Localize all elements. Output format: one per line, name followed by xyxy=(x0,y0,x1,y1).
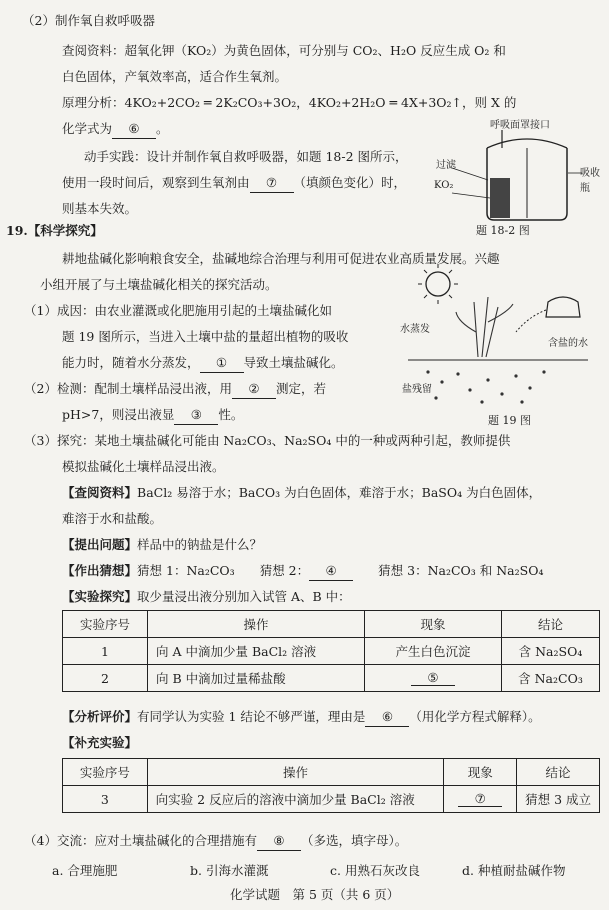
experiment-line: 【实验探究】取少量浸出液分别加入试管 A、B 中： xyxy=(62,589,351,604)
text-line: （2）检测：配制土壤样品浸出液，用 ② 测定，若 xyxy=(24,380,326,399)
table-row xyxy=(63,638,600,665)
table-cell[interactable] xyxy=(365,665,502,692)
table-header: 实验序号 xyxy=(63,611,148,638)
table-header: 操作 xyxy=(147,759,444,786)
option-b: b. 引海水灌溉 xyxy=(190,863,269,878)
question-line: 【提出问题】样品中的钠盐是什么？ xyxy=(62,537,263,552)
guess-line: 【作出猜想】猜想 1：Na₂CO₃ 猜想 2： ④ 猜想 3：Na₂CO₃ 和 Na₂SO₄ xyxy=(62,562,543,581)
text-line: 化学式为 ⑥ 。 xyxy=(62,120,169,139)
exchange-line: （4）交流：应对土壤盐碱化的合理措施有 ⑧ （多选，填字母）。 xyxy=(24,832,407,851)
table-header: 结论 xyxy=(502,611,600,638)
table-header: 现象 xyxy=(365,611,502,638)
table-cell: 含 Na₂SO₄ xyxy=(502,638,600,665)
table-cell: 2 xyxy=(63,665,148,692)
respirator-diagram xyxy=(432,118,602,228)
text-line: 白色固体，产氧效率高，适合作生氧剂。 xyxy=(62,69,288,84)
text-line: 动手实践：设计并制作氧自救呼吸器，如题 18-2 图所示， xyxy=(84,149,408,164)
table-row xyxy=(63,665,600,692)
table-cell: 1 xyxy=(63,638,148,665)
label-absorber: 吸收瓶 xyxy=(580,168,600,194)
table-header: 实验序号 xyxy=(63,759,148,786)
page-footer: 化学试题 第 5 页（共 6 页） xyxy=(230,887,400,902)
answer-blank-7[interactable]: ⑦ xyxy=(250,174,294,193)
answer-blank-6[interactable]: ⑥ xyxy=(112,120,156,139)
table-header: 操作 xyxy=(148,611,365,638)
table-cell: 向 B 中滴加过量稀盐酸 xyxy=(148,665,365,692)
text-line: 查阅资料：超氧化钾（KO₂）为黄色固体，可分别与 CO₂、H₂O 反应生成 O₂ 和 xyxy=(62,43,506,58)
answer-blank-6b[interactable]: ⑥ xyxy=(365,708,409,727)
table-cell: 猜想 3 成立 xyxy=(517,786,600,813)
watering-can-icon xyxy=(546,297,580,317)
answer-blank-4[interactable]: ④ xyxy=(309,562,353,581)
text-line: （3）探究：某地土壤盐碱化可能由 Na₂CO₃、Na₂SO₄ 中的一种或两种引起，教师提供 xyxy=(24,433,511,448)
label-evaporation: 水蒸发 xyxy=(400,324,430,335)
oxygen-agent-icon xyxy=(490,178,510,218)
text-line: pH>7，则浸出液显 ③ 性。 xyxy=(62,406,243,425)
text-line: 小组开展了与土壤盐碱化相关的探究活动。 xyxy=(40,277,278,292)
experiment-table xyxy=(62,610,600,692)
section-heading: （2）制作氧自救呼吸器 xyxy=(22,13,155,28)
option-a: a. 合理施肥 xyxy=(52,863,118,878)
option-d: d. 种植耐盐碱作物 xyxy=(462,863,566,878)
label-ko2: KO₂ xyxy=(434,180,454,191)
table-cell: 含 Na₂CO₃ xyxy=(502,665,600,692)
plant-icon xyxy=(456,297,513,357)
table-cell[interactable] xyxy=(444,786,517,813)
label-filter: 过滤 xyxy=(436,160,456,171)
text-line: 题 19 图所示，当进入土壤中盐的量超出植物的吸收 xyxy=(62,329,349,344)
text-line: 耕地盐碱化影响粮食安全，盐碱地综合治理与利用可促进农业高质量发展。兴趣 xyxy=(62,251,500,266)
figure-19 xyxy=(398,262,604,412)
option-c: c. 用熟石灰改良 xyxy=(330,863,420,878)
table-row xyxy=(63,786,600,813)
answer-blank-7b[interactable]: ⑦ xyxy=(458,791,502,807)
analysis-line: 【分析评价】有同学认为实验 1 结论不够严谨，理由是 ⑥ （用化学方程式解释）。 xyxy=(62,708,541,727)
table-cell: 向实验 2 反应后的溶液中滴加少量 BaCl₂ 溶液 xyxy=(147,786,444,813)
text-line: 则基本失效。 xyxy=(62,201,138,216)
label-salt-residue: 盐残留 xyxy=(402,384,432,395)
table-header-row xyxy=(63,611,600,638)
label-mask: 呼吸面罩接口 xyxy=(490,120,550,131)
text-line: 原理分析：4KO₂+2CO₂ ═ 2K₂CO₃+3O₂，4KO₂+2H₂O ═ 4X+3O₂↑，则 X 的 xyxy=(62,95,517,110)
label-salt-water: 含盐的水 xyxy=(548,338,588,349)
figure-18-2 xyxy=(432,118,602,228)
answer-blank-1[interactable]: ① xyxy=(200,354,244,373)
table-header: 现象 xyxy=(444,759,517,786)
answer-blank-8[interactable]: ⑧ xyxy=(257,832,301,851)
question-19-title: 19.【科学探究】 xyxy=(6,223,103,238)
table-cell: 3 xyxy=(63,786,148,813)
text-line: 模拟盐碱化土壤样品浸出液。 xyxy=(62,459,225,474)
supplement-table xyxy=(62,758,600,813)
info-line: 难溶于水和盐酸。 xyxy=(62,511,163,526)
info-line: 【查阅资料】BaCl₂ 易溶于水；BaCO₃ 为白色固体，难溶于水；BaSO₄ 为白色固体， xyxy=(62,485,542,500)
text-line: 使用一段时间后，观察到生氧剂由 ⑦ （填颜色变化）时， xyxy=(62,174,406,193)
table-header-row xyxy=(63,759,600,786)
table-cell: 向 A 中滴加少量 BaCl₂ 溶液 xyxy=(148,638,365,665)
answer-blank-2[interactable]: ② xyxy=(232,380,276,399)
supplement-heading: 【补充实验】 xyxy=(62,735,138,750)
answer-blank-5[interactable]: ⑤ xyxy=(411,670,455,686)
table-header: 结论 xyxy=(517,759,600,786)
table-cell: 产生白色沉淀 xyxy=(365,638,502,665)
figure-caption-18-2: 题 18-2 图 xyxy=(476,224,530,237)
figure-caption-19: 题 19 图 xyxy=(488,414,531,427)
text-line: 能力时，随着水分蒸发， ① 导致土壤盐碱化。 xyxy=(62,354,344,373)
sun-icon xyxy=(426,272,450,296)
text-line: （1）成因：由农业灌溉或化肥施用引起的土壤盐碱化如 xyxy=(24,303,332,318)
answer-blank-3[interactable]: ③ xyxy=(174,406,218,425)
